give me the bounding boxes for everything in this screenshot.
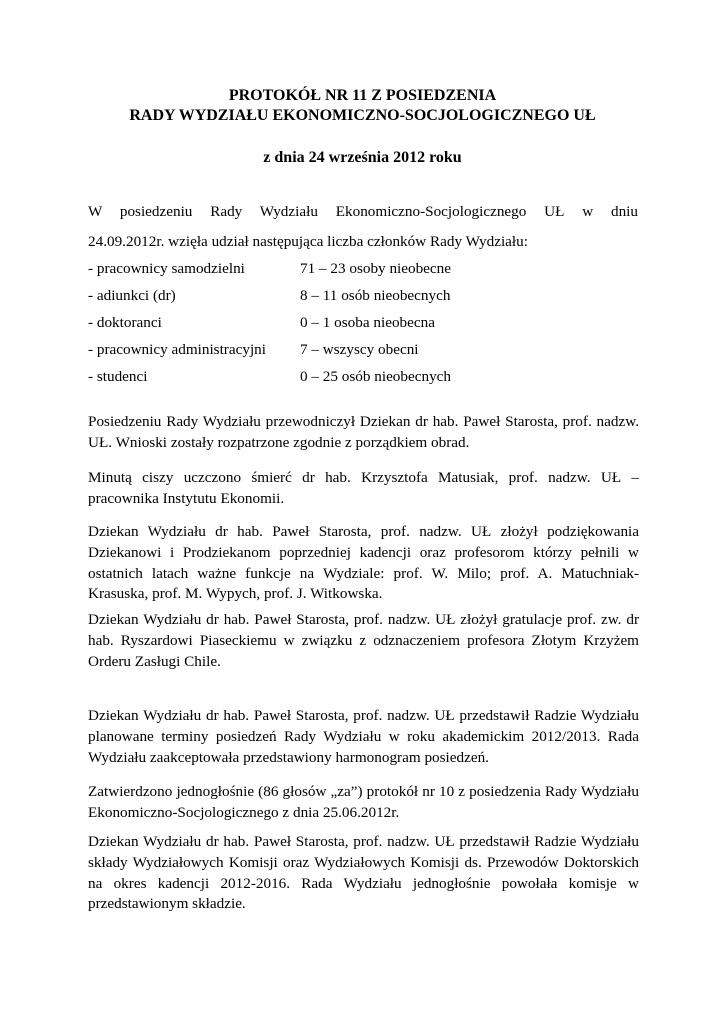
attendance-value: 7 – wszyscy obecni [300, 341, 419, 358]
attendance-value: 0 – 25 osób nieobecnych [300, 368, 451, 385]
attendance-category: - adiunkci (dr) [88, 287, 176, 304]
attendance-value: 0 – 1 osoba nieobecna [300, 314, 435, 331]
paragraph-thanks: Dziekan Wydziału dr hab. Paweł Starosta, prof. nadzw. UŁ złożył podziękowania Dziekanowi i Prodziekanom poprzedniej kadencji oraz profesorom którzy pełnili w ostatnich latach ważne funkcje na Wydziale: prof. W. Milo; prof. A. Matuchniak-Krasuska, prof. M. Wypych, prof. J. Witkowska. [88, 523, 639, 603]
meeting-date: z dnia 24 września 2012 roku [263, 149, 462, 166]
paragraph-protocol-approval: Zatwierdzono jednogłośnie (86 głosów „za”) protokół nr 10 z posiedzenia Rady Wydziału Ekonomiczno-Socjologicznego z dnia 25.06.2012r. [88, 783, 639, 821]
paragraph-congratulations: Dziekan Wydziału dr hab. Paweł Starosta, prof. nadzw. UŁ złożył gratulacje prof. zw. dr hab. Ryszardowi Piaseckiemu w związku z odznaczeniem profesora Złotym Krzyżem Orderu Zasługi Chile. [88, 611, 639, 670]
attendance-category: - pracownicy administracyjni [88, 341, 266, 358]
intro-text-line1: W posiedzeniu Rady Wydziału Ekonomiczno-Socjologicznego UŁ w dniu [88, 203, 638, 220]
paragraph-minute-of-silence: Minutą ciszy uczczono śmierć dr hab. Krzysztofa Matusiak, prof. nadzw. UŁ – pracownika Instytutu Ekonomii. [88, 469, 639, 507]
intro-text-line2: 24.09.2012r. wzięła udział następująca liczba członków Rady Wydziału: [88, 233, 528, 250]
paragraph-meeting-schedule: Dziekan Wydziału dr hab. Paweł Starosta, prof. nadzw. UŁ przedstawił Radzie Wydziału planowane terminy posiedzeń Rady Wydziału w roku akademickim 2012/2013. Rada Wydziału zaakceptowała przedstawiony harmonogram posiedzeń. [88, 707, 639, 766]
attendance-category: - pracownicy samodzielni [88, 260, 245, 277]
paragraph-chair: Posiedzeniu Rady Wydziału przewodniczył Dziekan dr hab. Paweł Starosta, prof. nadzw. UŁ. Wnioski zostały rozpatrzone zgodnie z porządkiem obrad. [88, 413, 639, 451]
attendance-value: 8 – 11 osób nieobecnych [300, 287, 451, 304]
attendance-category: - studenci [88, 368, 148, 385]
protocol-title: PROTOKÓŁ NR 11 Z POSIEDZENIA [228, 87, 497, 104]
attendance-category: - doktoranci [88, 314, 162, 331]
council-name: RADY WYDZIAŁU EKONOMICZNO-SOCJOLOGICZNEGO UŁ [129, 107, 596, 124]
attendance-value: 71 – 23 osoby nieobecne [300, 260, 451, 277]
paragraph-committees: Dziekan Wydziału dr hab. Paweł Starosta, prof. nadzw. UŁ przedstawił Radzie Wydziału składy Wydziałowych Komisji oraz Wydziałowych Komisji ds. Przewodów Doktorskich na okres kadencji 2012-2016. Rada Wydziału jednogłośnie powołała komisje w przedstawionym składzie. [88, 833, 639, 913]
